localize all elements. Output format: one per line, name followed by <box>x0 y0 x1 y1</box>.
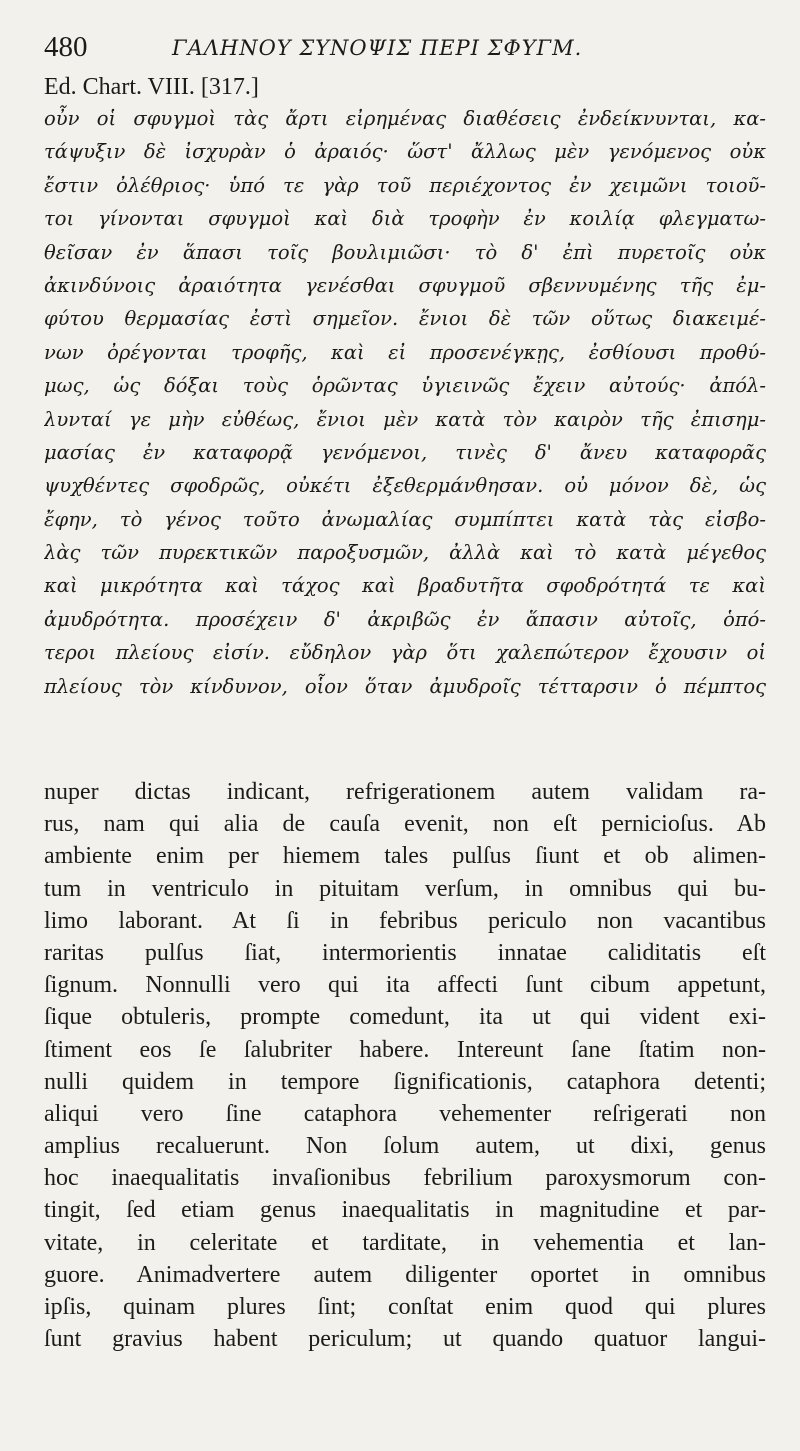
greek-text-line: τοι γίνονται σφυγμοὶ καὶ διὰ τροφὴν ἐν κοιλίᾳ φλεγματω- <box>44 207 766 231</box>
greek-text-line: ἀμυδρότητα. προσέχειν δ' ἀκριβῶς ἐν ἅπασιν αὐτοῖς, ὁπό- <box>44 607 766 631</box>
greek-text-line: φύτου θερμασίας ἐστὶ σημεῖον. ἔνιοι δὲ τῶν οὕτως διακειμέ- <box>44 307 766 331</box>
greek-text-line: καὶ μικρότητα καὶ τάχος καὶ βραδυτῆτα σφοδρότητά τε καὶ <box>44 574 766 598</box>
latin-text-line: raritas pulſus ſiat, intermorientis innatae caliditatis eſt <box>44 939 766 966</box>
latin-text-line: ipſis, quinam plures ſint; conſtat enim quod qui plures <box>44 1294 766 1320</box>
latin-text-line: amplius recaluerunt. Non ſolum autem, ut dixi, genus <box>44 1133 766 1160</box>
latin-text-line: limo laborant. At ſi in febribus periculo non vacantibus <box>44 907 766 934</box>
greek-text-line: οὖν οἱ σφυγμοὶ τὰς ἄρτι εἰρημένας διαθέσεις ἐνδείκνυνται, κα- <box>44 107 766 130</box>
latin-text-line: tum in ventriculo in pituitam verſum, in omnibus qui bu- <box>44 875 766 902</box>
greek-text-line: τεροι πλείους εἰσίν. εὔδηλον γὰρ ὅτι χαλεπώτερον ἔχουσιν οἱ <box>44 641 766 665</box>
latin-text-line: hoc inaequalitatis invaſionibus febrilium paroxysmorum con- <box>44 1165 766 1192</box>
latin-text-line: tingit, ſed etiam genus inaequalitatis in magnitudine et par- <box>44 1197 766 1224</box>
greek-text-line: ἔστιν ὀλέθριος· ὑπό τε γὰρ τοῦ περιέχοντος ἐν χειμῶνι τοιοῦ- <box>44 173 766 197</box>
edition-reference: Ed. Chart. VIII. [317.] <box>44 74 259 100</box>
latin-text-line: aliqui vero ſine cataphora vehementer reſrigerati non <box>44 1100 766 1127</box>
page-header <box>44 30 764 70</box>
latin-text-line: vitate, in celeritate et tarditate, in vehementia et lan- <box>44 1229 766 1256</box>
latin-text-line: nulli quidem in tempore ſignificationis, cataphora detenti; <box>44 1068 766 1095</box>
running-title: ΓΑΛΗΝΟΥ ΣΥΝΟΨΙΣ ΠΕΡΙ ΣΦΥΓΜ. <box>172 36 583 60</box>
greek-text-line: νων ὀρέγονται τροφῆς, καὶ εἰ προσενέγκῃς, ἐσθίουσι προθύ- <box>44 340 766 364</box>
greek-text-line: λυνταί γε μὴν εὐθέως, ἔνιοι μὲν κατὰ τὸν καιρὸν τῆς ἐπισημ- <box>44 407 766 431</box>
latin-text-line: ſique obtuleris, prompte comedunt, ita ut qui vident exi- <box>44 1004 766 1031</box>
latin-text-line: ambiente enim per hiemem tales pulſus ſiunt et ob alimen- <box>44 843 766 870</box>
greek-text-line: τάψυξιν δὲ ἰσχυρὰν ὁ ἀραιός· ὥστ' ἄλλως μὲν γενόμενος οὐκ <box>44 140 766 164</box>
greek-text-line: θεῖσαν ἐν ἅπασι τοῖς βουλιμιῶσι· τὸ δ' ἐπὶ πυρετοῖς οὐκ <box>44 240 766 264</box>
latin-text-line: ſunt gravius habent periculum; ut quando quatuor langui- <box>44 1326 766 1353</box>
greek-text-line: μασίας ἐν καταφορᾷ γενόμενοι, τινὲς δ' ἄνευ καταφορᾶς <box>44 440 766 464</box>
latin-text-block <box>44 776 766 1355</box>
page-number: 480 <box>44 31 88 63</box>
greek-text-line: ψυχθέντες σφοδρῶς, οὐκέτι ἐξεθερμάνθησαν. οὐ μόνον δὲ, ὡς <box>44 474 766 498</box>
latin-text-line: ſignum. Nonnulli vero qui ita affecti ſunt cibum appetunt, <box>44 972 766 999</box>
greek-text-line: πλείους τὸν κίνδυνον, οἷον ὅταν ἀμυδροῖς τέτταρσιν ὁ πέμπτος <box>44 674 766 698</box>
latin-text-line: guore. Animadvertere autem diligenter oportet in omnibus <box>44 1261 766 1288</box>
latin-text-line: nuper dictas indicant, refrigerationem autem validam ra- <box>44 779 766 805</box>
greek-text-block <box>44 102 766 703</box>
greek-text-line: λὰς τῶν πυρεκτικῶν παροξυσμῶν, ἀλλὰ καὶ τὸ κατὰ μέγεθος <box>44 541 766 565</box>
latin-text-line: ſtiment eos ſe ſalubriter habere. Intereunt ſane ſtatim non- <box>44 1036 766 1063</box>
greek-text-line: ἀκινδύνοις ἀραιότητα γενέσθαι σφυγμοῦ σβεννυμένης τῆς ἐμ- <box>44 273 766 297</box>
latin-text-line: rus, nam qui alia de cauſa evenit, non eſt pernicioſus. Ab <box>44 811 766 838</box>
greek-text-line: ἔφην, τὸ γένος τοῦτο ἀνωμαλίας συμπίπτει κατὰ τὰς εἰσβο- <box>44 507 766 531</box>
greek-text-line: μως, ὡς δόξαι τοὺς ὁρῶντας ὑγιεινῶς ἔχειν αὐτούς· ἀπόλ- <box>44 374 766 398</box>
